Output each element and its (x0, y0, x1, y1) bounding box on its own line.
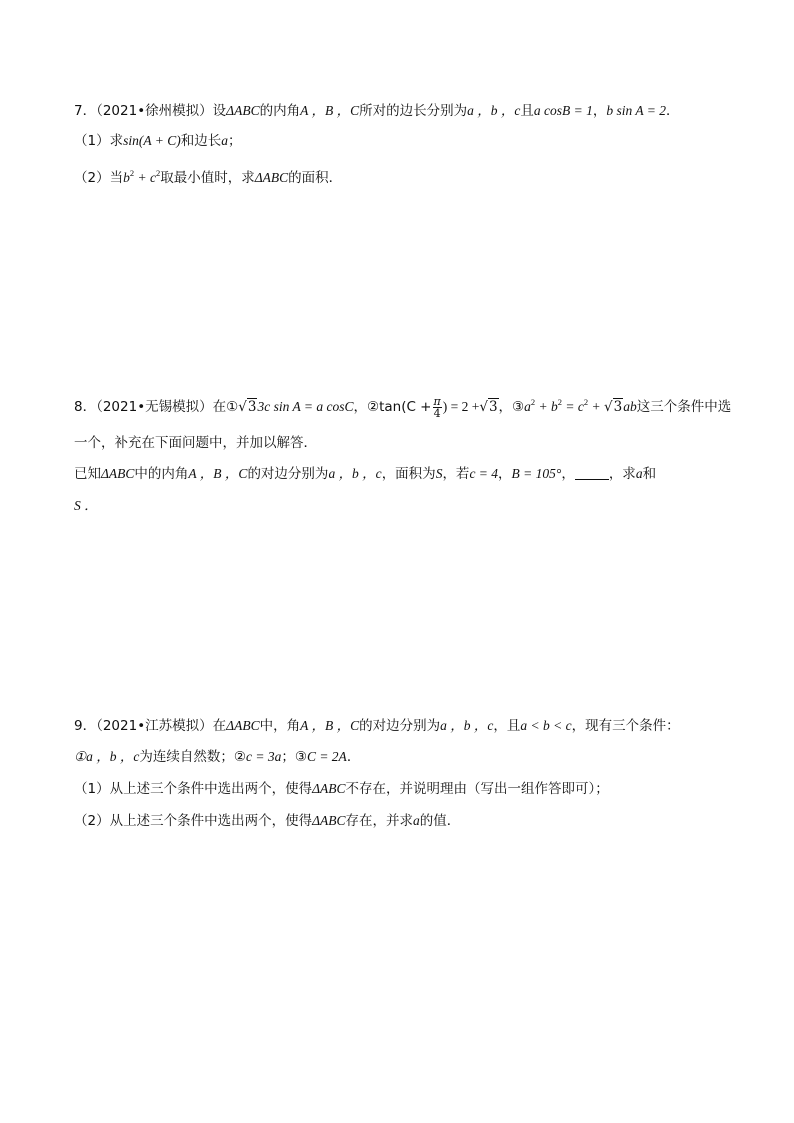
q9-order: a < b < c (520, 718, 572, 733)
q8-text: ，面积为 (381, 466, 436, 482)
frac-den: 4 (433, 407, 441, 420)
q7-sub1-text: 和边长 (180, 133, 222, 149)
q9-sub2 (74, 812, 460, 830)
q7-text: 的内角 (259, 103, 301, 119)
q9-sides: a ，b ，c (440, 718, 494, 733)
q9-sub2-var: a (413, 813, 420, 828)
q7-sub1-end: ； (227, 133, 242, 149)
q9-triangle: ΔABC (226, 718, 260, 733)
q8-text: 的对边分别为 (247, 466, 329, 482)
q9-text: 的对边分别为 (359, 718, 441, 734)
q7-sub2-text: 取最小值时，求 (160, 170, 255, 186)
q8-c-value: c = 4 (469, 466, 499, 481)
q8-pi-over-4 (433, 396, 442, 419)
q7-sub2-expr: $b^2 + c^2$ (123, 168, 161, 185)
q8-text: 中的内角 (134, 466, 189, 482)
q8-sides: a ，b ，c (328, 466, 382, 481)
q9-text: ；③ (281, 749, 307, 765)
q7-angles: A ，B ，C (300, 103, 360, 118)
q9-sub2-text: 存在，并求 (345, 813, 414, 829)
q7-text: 所对的边长分别为 (359, 103, 468, 119)
q8-a-var: a (635, 466, 643, 481)
q7-sub2-prefix: （2）当 (74, 170, 124, 186)
q9-text: 为连续自然数；② (139, 749, 246, 765)
q9-cond1-vars: ①a ，b ，c (74, 749, 140, 764)
q7-sides: a ，b ，c (467, 103, 521, 118)
q8-sqrt3: √3 (238, 399, 257, 415)
comma: ， (592, 103, 607, 119)
q8-line4 (74, 497, 98, 515)
q7-sub1-var: a (221, 133, 228, 148)
q9-cond3: C = 2A (306, 749, 347, 764)
q7-sub1-expr: sin(A + C) (123, 133, 181, 148)
comma: ， (561, 466, 575, 482)
root-value: 3 (613, 399, 623, 415)
q8-area-var: S (435, 466, 443, 481)
q8-b-angle: B = 105° (511, 466, 562, 481)
q8-text: ，求 (608, 466, 636, 482)
q8-line4-text: S ． (74, 498, 98, 513)
q8-condition2-suffix: ) = 2 + (442, 399, 480, 414)
q8-text: 和 (642, 466, 657, 482)
q8-answer-blank[interactable] (575, 467, 609, 480)
q7-prefix: 7．（2021•徐州模拟）设 (74, 103, 227, 119)
q9-sub2-triangle: ΔABC (312, 813, 346, 828)
q8-sqrt3b: √3 (479, 399, 498, 415)
q8-line2-text: 一个，补充在下面问题中，并加以解答． (74, 435, 317, 451)
frac-num: π (433, 395, 441, 408)
q9-line2 (74, 748, 360, 766)
q9-cond2: c = 3a (245, 749, 282, 764)
q9-text: ． (346, 749, 361, 765)
q8-sqrt3c: √3 (604, 399, 623, 415)
q7-sub2-end: 的面积． (288, 170, 343, 186)
period: ． (665, 103, 680, 119)
q8-condition3-prefix: ，③ (498, 399, 525, 415)
q8-condition1: 3c sin A = a cosC (257, 399, 354, 414)
q9-sub1 (74, 780, 609, 798)
q9-prefix: 9．（2021•江苏模拟）在 (74, 718, 227, 734)
q8-line1 (74, 393, 731, 419)
q9-sub1-end: 不存在，并说明理由（写出一组作答即可）； (345, 781, 609, 797)
q9-line1 (74, 717, 680, 735)
q8-line3 (74, 465, 656, 483)
q7-sub2 (74, 164, 342, 187)
q8-triangle: ΔABC (101, 466, 135, 481)
q9-angles: A ，B ，C (300, 718, 360, 733)
comma: ， (498, 466, 512, 482)
q7-condition2: b sin A = 2 (606, 103, 666, 118)
q8-condition3: $a^2 + b^2 = c^2$ + (524, 397, 605, 414)
q7-text: 且 (520, 103, 534, 119)
q9-text: 中，角 (259, 718, 301, 734)
q7-sub1 (74, 132, 241, 150)
q9-line1-end: ，现有三个条件： (571, 718, 680, 734)
root-value: 3 (488, 399, 498, 415)
q9-sub1-triangle: ΔABC (312, 781, 346, 796)
q8-angles: A ，B ，C (188, 466, 248, 481)
q8-prefix: 8．（2021•无锡模拟）在① (74, 399, 239, 415)
q8-condition2-prefix: ，②tan(C + (353, 399, 432, 415)
q8-condition3-suffix: ab (623, 399, 637, 414)
q9-sub2-prefix: （2）从上述三个条件中选出两个，使得 (74, 813, 313, 829)
q7-triangle: ΔABC (226, 103, 260, 118)
q8-line3-prefix: 已知 (74, 466, 101, 482)
q7-sub2-triangle: ΔABC (254, 170, 289, 185)
q7-condition1: a cosB = 1 (533, 103, 593, 118)
q8-line1-end: 这三个条件中选 (636, 399, 732, 415)
q7-line1 (74, 102, 679, 120)
q9-sub1-prefix: （1）从上述三个条件中选出两个，使得 (74, 781, 313, 797)
q9-sub2-end: 的值． (419, 813, 461, 829)
q8-line2 (74, 434, 317, 452)
q9-text: ，且 (493, 718, 521, 734)
q8-text: ，若 (442, 466, 470, 482)
q7-sub1-prefix: （1）求 (74, 133, 124, 149)
